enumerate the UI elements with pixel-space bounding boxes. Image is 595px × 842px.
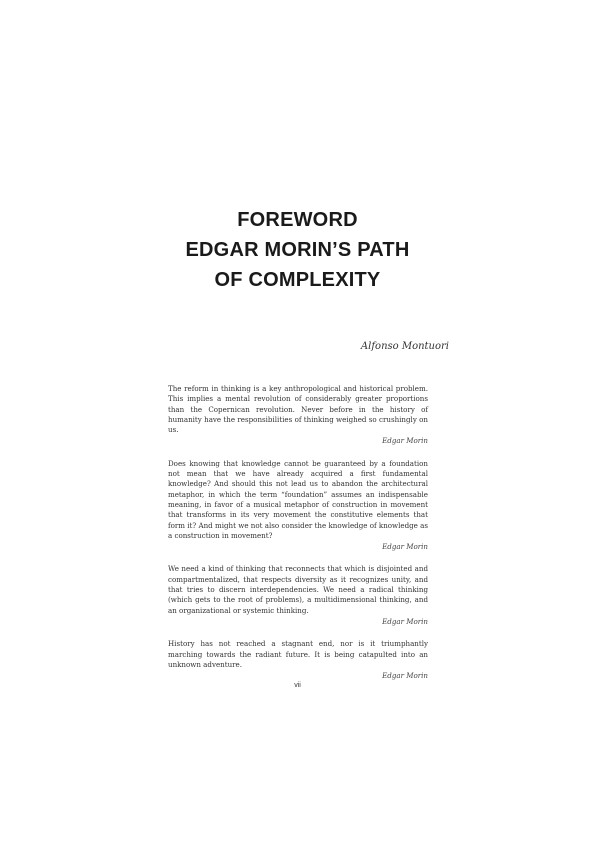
title-line-2: EDGAR MORIN’S PATH: [185, 239, 410, 261]
epigraph-1: [168, 384, 428, 447]
title-line-1: FOREWORD: [237, 209, 358, 231]
epigraph-text: We need a kind of thinking that reconnects that which is disjointed and compartmentalized, that respects diversity as it recognizes unity, and that tries to discern interdependencies. We need a radical thinking (which gets to the root of problems), a multidimensional thinking, and an organizational or systemic thinking.: [168, 564, 428, 615]
epigraph-list: [168, 384, 428, 693]
epigraph-text: The reform in thinking is a key anthropological and historical problem. This implies a mental revolution of considerably greater proportions than the Copernican revolution. Never before in the history of humanity have the responsibilities of thinking weighed so crushingly on us.: [168, 384, 428, 435]
page-title: [0, 205, 595, 295]
epigraph-attribution: Edgar Morin: [382, 616, 428, 626]
epigraph-attribution: Edgar Morin: [382, 436, 428, 446]
epigraph-text: Does knowing that knowledge cannot be guaranteed by a foundation not mean that we have already acquired a first fundamental knowledge? And should this not lead us to abandon the architectural metaphor, in which the term “foundation” assumes an indispensable meaning, in favor of a musical metaphor of construction in movement that transforms in its very movement the constitutive elements that form it? And might we not also consider the knowledge of knowledge as a construction in movement?: [168, 458, 428, 540]
epigraph-4: [168, 639, 428, 681]
epigraph-attribution: Edgar Morin: [382, 671, 428, 681]
page-number: vii: [294, 682, 301, 689]
epigraph-attribution: Edgar Morin: [382, 542, 428, 552]
epigraph-2: [168, 459, 428, 553]
title-line-3: OF COMPLEXITY: [214, 269, 381, 291]
epigraph-text: History has not reached a stagnant end, nor is it triumphantly marching towards the radiant future. It is being catapulted into an unknown adventure.: [168, 639, 428, 669]
author-name: Alfonso Montuori: [360, 341, 449, 352]
epigraph-3: [168, 564, 428, 627]
